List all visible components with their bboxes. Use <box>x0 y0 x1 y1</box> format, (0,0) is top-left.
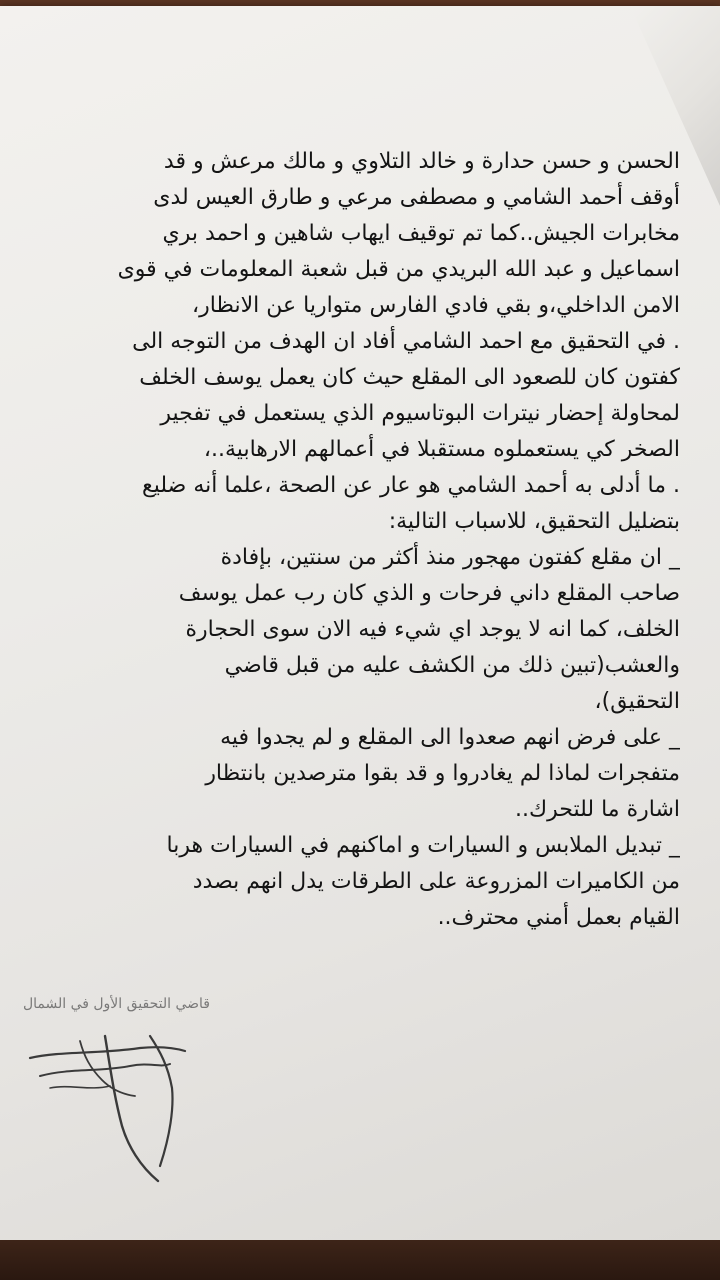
text-line: والعشب(تبين ذلك من الكشف عليه من قبل قاضي <box>224 653 680 678</box>
text-line: الحسن و حسن حدارة و خالد التلاوي و مالك مرعش و قد <box>163 149 680 174</box>
text-line: الامن الداخلي،و بقي فادي الفارس متواريا عن الانظار، <box>192 293 680 318</box>
signature-stamp <box>10 996 210 1196</box>
text-line: التحقيق)، <box>594 689 680 714</box>
text-line: . في التحقيق مع احمد الشامي أفاد ان الهدف من التوجه الى <box>132 329 680 354</box>
document-page <box>0 6 720 1244</box>
text-line: أوقف أحمد الشامي و مصطفى مرعي و طارق العيس لدى <box>153 185 680 210</box>
text-line: مخابرات الجيش..كما تم توقيف ايهاب شاهين و احمد بري <box>162 221 680 246</box>
text-line: بتضليل التحقيق، للاسباب التالية: <box>388 509 680 534</box>
text-line: _ على فرض انهم صعدوا الى المقلع و لم يجدوا فيه <box>220 725 680 750</box>
handwritten-signature <box>10 996 210 1196</box>
text-line: من الكاميرات المزروعة على الطرقات يدل انهم بصدد <box>192 869 680 894</box>
signature-label: قاضي التحقيق الأول في الشمال <box>22 996 210 1012</box>
text-line: . ما أدلى به أحمد الشامي هو عار عن الصحة ،علما أنه ضليع <box>142 473 680 498</box>
text-line: اسماعيل و عبد الله البريدي من قبل شعبة المعلومات في قوى <box>117 257 680 282</box>
text-line: _ ان مقلع كفتون مهجور منذ أكثر من سنتين، بإفادة <box>220 545 680 570</box>
document-body <box>60 144 680 936</box>
text-line: كفتون كان للصعود الى المقلع حيث كان يعمل يوسف الخلف <box>139 365 680 390</box>
text-line: القيام بعمل أمني محترف.. <box>437 905 680 930</box>
text-line: صاحب المقلع داني فرحات و الذي كان رب عمل يوسف <box>178 581 680 606</box>
text-line: اشارة ما للتحرك.. <box>515 797 680 822</box>
table-surface-bottom <box>0 1240 720 1280</box>
text-line: الخلف، كما انه لا يوجد اي شيء فيه الان سوى الحجارة <box>185 617 680 642</box>
text-line: _ تبديل الملابس و السيارات و اماكنهم في السيارات هربا <box>166 833 680 858</box>
text-line: متفجرات لماذا لم يغادروا و قد بقوا مترصدين بانتظار <box>205 761 680 786</box>
text-line: لمحاولة إحضار نيترات البوتاسيوم الذي يستعمل في تفجير <box>160 401 680 426</box>
text-line: الصخر كي يستعملوه مستقبلا في أعمالهم الارهابية..، <box>203 437 680 462</box>
